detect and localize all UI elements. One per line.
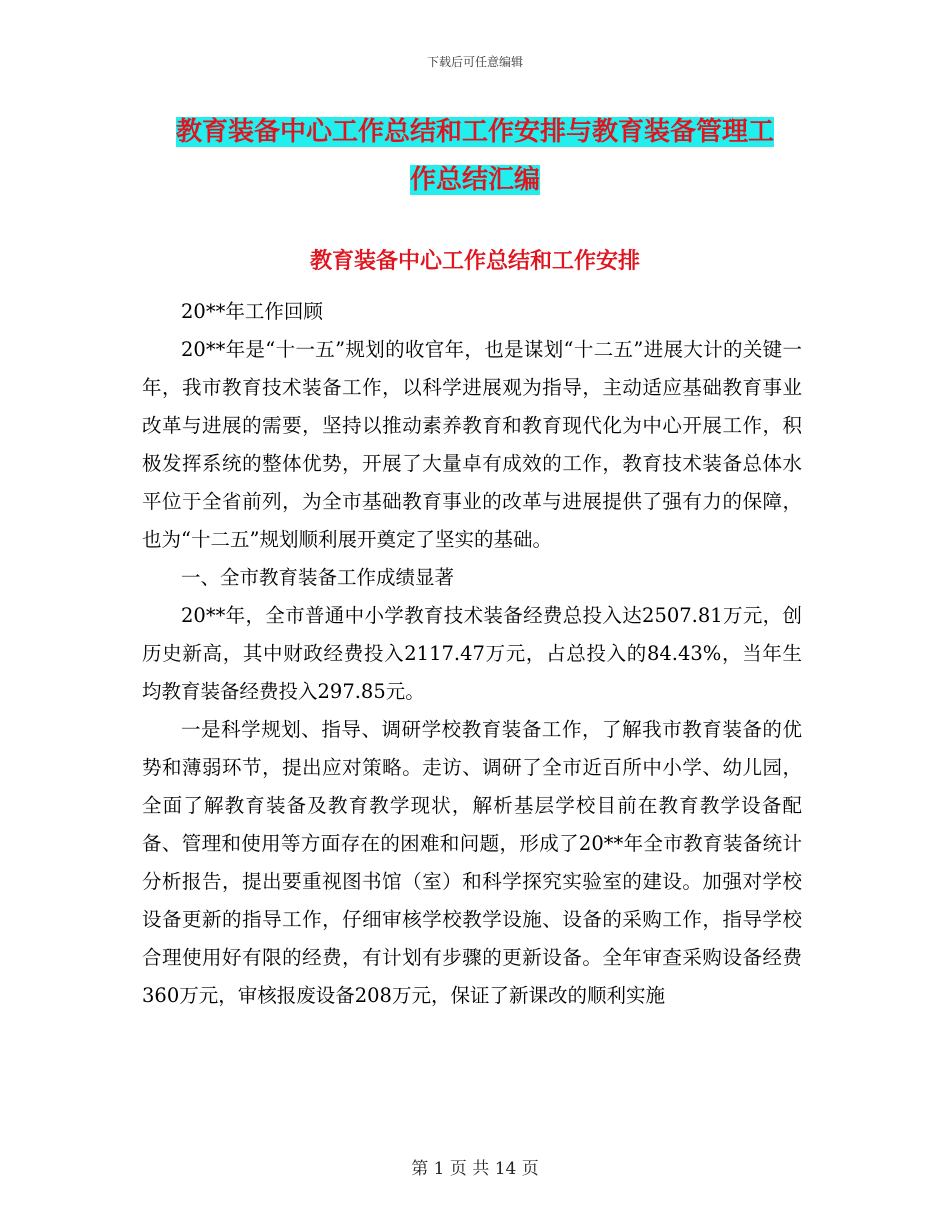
- document-title: [150, 108, 800, 204]
- page-number: 第 1 页 共 14 页: [411, 1159, 539, 1179]
- paragraph-planning: 一是科学规划、指导、调研学校教育装备工作，了解我市教育装备的优势和薄弱环节，提出应对策略。走访、调研了全市近百所中小学、幼儿园，全面了解教育装备及教育教学现状，解析基层学校目前在教育教学设备配备、管理和使用等方面存在的困难和问题，形成了20**年全市教育装备统计分析报告，提出要重视图书馆（室）和科学探究实验室的建设。加强对学校设备更新的指导工作，仔细审核学校教学设施、设备的采购工作，指导学校合理使用好有限的经费，有计划有步骤的更新设备。全年审查采购设备经费360万元，审核报废设备208万元，保证了新课改的顺利实施: [142, 718, 802, 1007]
- title-line-1: 教育装备中心工作总结和工作安排与教育装备管理工: [175, 117, 774, 147]
- paragraph-intro: 20**年是“十一五”规划的收官年，也是谋划“十二五”进展大计的关键一年，我市教育技术装备工作，以科学进展观为指导，主动适应基础教育事业改革与进展的需要，坚持以推动素养教育和教育现代化为中心开展工作，积极发挥系统的整体优势，开展了大量卓有成效的工作，教育技术装备总体水平位于全省前列，为全市基础教育事业的改革与进展提供了强有力的保障，也为“十二五”规划顺利展开奠定了坚实的基础。: [142, 338, 802, 551]
- paragraph-funding: 20**年，全市普通中小学教育技术装备经费总投入达2507.81万元，创历史新高，其中财政经费投入2117.47万元，占总投入的84.43%，当年生均教育装备经费投入297.85元。: [142, 604, 802, 703]
- paragraph-heading-1: 一、全市教育装备工作成绩显著: [181, 566, 455, 589]
- section-title: 教育装备中心工作总结和工作安排: [309, 249, 640, 274]
- paragraph-review-heading: 20**年工作回顾: [181, 300, 323, 323]
- title-line-2: 作总结汇编: [409, 165, 540, 195]
- body-text: [142, 293, 802, 1015]
- header-note: 下载后可任意编辑: [426, 55, 523, 69]
